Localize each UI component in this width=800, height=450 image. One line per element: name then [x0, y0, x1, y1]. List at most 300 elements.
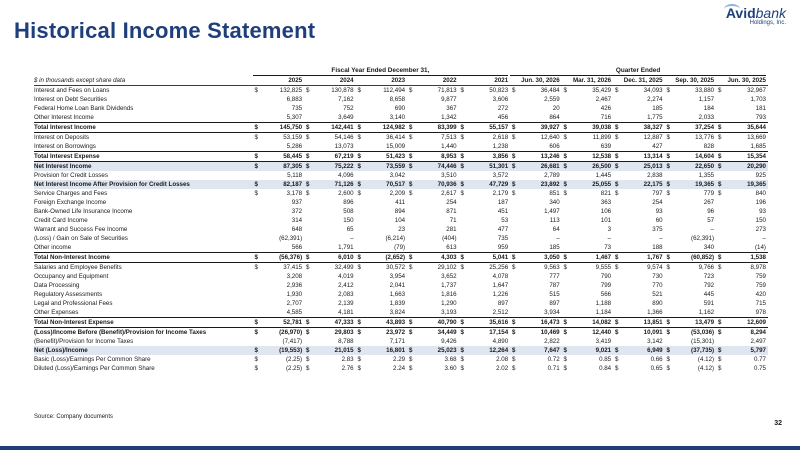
table-cell: 1,930	[286, 291, 303, 298]
currency-symbol: $	[563, 124, 567, 131]
table-cell: 3,954	[389, 273, 406, 280]
table-row	[34, 328, 768, 338]
table-cell: 4,303	[414, 253, 458, 263]
currency-symbol	[407, 272, 414, 281]
currency-symbol: $	[254, 347, 258, 354]
table-cell: 723	[703, 273, 715, 280]
row-label: Foreign Exchange Income	[34, 199, 107, 206]
table-cell: 1,290	[441, 300, 457, 307]
currency-symbol	[510, 142, 517, 152]
row-label: Total Interest Expense	[34, 152, 253, 162]
table-cell: 426	[600, 105, 612, 112]
logo-name-light: bank	[755, 5, 786, 21]
currency-symbol	[253, 95, 260, 104]
currency-symbol: $	[563, 319, 567, 326]
currency-symbol	[304, 337, 311, 346]
currency-symbol: $	[512, 181, 516, 188]
currency-symbol	[613, 299, 620, 308]
table-cell: 8,658	[389, 96, 406, 103]
currency-symbol	[510, 299, 517, 308]
currency-symbol	[304, 104, 311, 113]
currency-symbol	[510, 207, 517, 216]
row-label: (Loss)/Income Before (Benefit)/Provision for Income Taxes	[34, 329, 207, 336]
currency-symbol	[665, 225, 672, 234]
currency-symbol: $	[357, 134, 361, 141]
table-cell: 9,877	[441, 96, 457, 103]
table-cell: 32,967	[747, 87, 766, 94]
table-row	[34, 243, 768, 253]
table-cell: 1,839	[389, 300, 406, 307]
currency-symbol	[459, 216, 466, 225]
table-cell: –	[710, 226, 715, 233]
currency-symbol: $	[408, 134, 413, 141]
currency-symbol: $	[512, 319, 516, 326]
table-cell: 3,142	[647, 338, 663, 345]
currency-symbol: $	[512, 124, 516, 131]
currency-symbol	[304, 272, 311, 281]
table-cell: 787	[549, 282, 560, 289]
currency-symbol	[253, 308, 260, 318]
row-label: Net Interest Income After Provision for Credit Losses	[34, 180, 253, 189]
currency-symbol	[716, 207, 723, 216]
units-label: $ in thousands except share data	[34, 76, 253, 86]
table-cell: 19,365	[672, 180, 716, 189]
table-cell: 2,559	[544, 96, 560, 103]
company-logo	[726, 6, 786, 27]
table-cell: 340	[703, 244, 715, 251]
table-cell: 1,467	[569, 253, 613, 263]
currency-symbol: $	[717, 134, 722, 141]
currency-symbol	[407, 243, 414, 253]
currency-symbol	[665, 216, 672, 225]
table-cell: 3,856	[466, 152, 510, 162]
table-cell: 3,050	[518, 253, 562, 263]
table-cell: 35,616	[466, 318, 510, 328]
table-cell: 55,157	[466, 123, 510, 133]
currency-symbol	[613, 207, 620, 216]
table-cell: 1,538	[723, 253, 768, 263]
table-cell: 793	[755, 114, 766, 121]
currency-symbol	[510, 104, 517, 113]
table-cell: 4,890	[492, 338, 509, 345]
table-cell: 6,010	[311, 253, 355, 263]
table-cell: 2,822	[544, 338, 560, 345]
currency-symbol	[562, 171, 569, 180]
row-label: Interest and Fees on Loans	[34, 87, 110, 94]
currency-symbol: $	[717, 87, 722, 94]
table-cell: 690	[394, 105, 406, 112]
table-cell: (15,301)	[691, 338, 715, 345]
currency-symbol: $	[717, 153, 722, 160]
table-cell: 1,775	[647, 114, 663, 121]
table-cell: 106	[600, 208, 612, 215]
table-row	[34, 95, 768, 104]
currency-symbol: $	[460, 347, 464, 354]
currency-symbol	[459, 243, 466, 253]
currency-symbol: $	[563, 254, 567, 261]
table-cell: 890	[652, 300, 663, 307]
table-cell: 5,307	[286, 114, 303, 121]
currency-symbol	[356, 142, 363, 152]
column-header: Dec. 31, 2025	[613, 76, 664, 86]
table-cell: 2.08	[496, 356, 509, 363]
table-row	[34, 180, 768, 189]
table-cell: 145,750	[260, 123, 304, 133]
table-cell: 3,824	[389, 309, 406, 316]
currency-symbol: $	[460, 264, 464, 271]
table-cell: (53,036)	[691, 329, 715, 336]
table-cell: 894	[394, 208, 406, 215]
currency-symbol	[665, 207, 672, 216]
table-cell: 716	[600, 114, 612, 121]
currency-symbol	[459, 95, 466, 104]
table-row	[34, 290, 768, 299]
row-label: Interest on Debt Securities	[34, 96, 107, 103]
table-cell: 47,333	[311, 318, 355, 328]
currency-symbol	[716, 243, 723, 253]
currency-symbol	[665, 104, 672, 113]
table-row	[34, 308, 768, 318]
table-cell: 1,767	[620, 253, 664, 263]
currency-symbol	[665, 299, 672, 308]
table-cell: 759	[755, 282, 766, 289]
table-cell: 613	[446, 244, 457, 251]
table-cell: 12,887	[643, 134, 663, 141]
table-cell: 38,327	[620, 123, 664, 133]
table-cell: 9,021	[569, 346, 613, 355]
table-row	[34, 364, 768, 373]
table-cell: 67,219	[311, 152, 355, 162]
table-cell: 937	[291, 199, 303, 206]
table-cell: 3,419	[595, 338, 612, 345]
currency-symbol: $	[717, 124, 722, 131]
currency-symbol	[356, 299, 363, 308]
currency-symbol: $	[666, 264, 670, 271]
currency-symbol	[459, 207, 466, 216]
table-cell: 7,647	[518, 346, 562, 355]
currency-symbol	[253, 272, 260, 281]
table-cell: 25,256	[489, 264, 509, 271]
currency-symbol: $	[254, 153, 258, 160]
currency-symbol	[304, 207, 311, 216]
table-cell: 792	[703, 282, 715, 289]
table-cell: 43,893	[363, 318, 407, 328]
currency-symbol	[716, 225, 723, 234]
currency-symbol	[665, 308, 672, 318]
table-cell: 3,510	[441, 172, 457, 179]
currency-symbol: $	[306, 329, 310, 336]
table-cell: 7,513	[441, 134, 457, 141]
table-cell: 5,286	[286, 143, 303, 150]
currency-symbol: $	[306, 365, 310, 372]
currency-symbol	[716, 142, 723, 152]
table-cell: 2.24	[393, 365, 406, 372]
currency-symbol: $	[717, 356, 722, 363]
table-cell: 10,469	[540, 329, 560, 336]
table-cell: 14,604	[672, 152, 716, 162]
currency-symbol	[665, 281, 672, 290]
currency-symbol	[665, 95, 672, 104]
table-cell: (37,735)	[672, 346, 716, 355]
table-cell: 367	[446, 105, 457, 112]
table-cell: 12,609	[723, 318, 768, 328]
table-cell: 75,222	[311, 162, 355, 172]
currency-symbol: $	[254, 254, 258, 261]
table-cell: 53,159	[283, 134, 303, 141]
currency-symbol	[253, 299, 260, 308]
table-cell: 2.29	[393, 356, 406, 363]
currency-symbol: $	[408, 124, 413, 131]
currency-symbol	[253, 216, 260, 225]
currency-symbol: $	[512, 190, 516, 197]
currency-symbol	[562, 337, 569, 346]
currency-symbol: $	[460, 365, 464, 372]
table-cell: 897	[497, 300, 509, 307]
table-cell: 1,366	[647, 309, 663, 316]
currency-symbol	[716, 113, 723, 123]
table-cell: 101	[600, 217, 612, 224]
table-row	[34, 318, 768, 328]
table-cell: 3,208	[286, 273, 303, 280]
table-cell: 3,934	[544, 309, 560, 316]
row-label: Diluted (Loss)/Earnings Per Common Share	[34, 365, 155, 372]
table-cell: 566	[291, 244, 303, 251]
table-cell: 5,797	[723, 346, 768, 355]
table-cell: 445	[703, 291, 715, 298]
currency-symbol	[510, 198, 517, 207]
table-cell: 2.02	[496, 365, 509, 372]
table-cell: (4.12)	[697, 356, 715, 363]
currency-symbol	[407, 225, 414, 234]
table-cell: 71,126	[311, 180, 355, 189]
table-cell: 26,500	[569, 162, 613, 172]
row-label: Basic (Loss)/Earnings Per Common Share	[34, 356, 151, 363]
table-cell: 35,429	[592, 87, 612, 94]
currency-symbol: $	[306, 264, 310, 271]
table-cell: 20,290	[723, 162, 768, 172]
currency-symbol: $	[512, 134, 516, 141]
table-cell: 6,883	[286, 96, 303, 103]
currency-symbol	[562, 207, 569, 216]
currency-symbol	[510, 216, 517, 225]
table-cell: 11,899	[592, 134, 612, 141]
currency-symbol: $	[563, 365, 567, 372]
table-cell: 188	[652, 244, 663, 251]
currency-symbol: $	[615, 190, 619, 197]
row-label: Credit Card Income	[34, 217, 88, 224]
table-cell: 273	[755, 226, 766, 233]
currency-symbol	[459, 337, 466, 346]
table-cell: –	[659, 235, 663, 242]
currency-symbol	[716, 272, 723, 281]
currency-symbol	[510, 281, 517, 290]
row-label: Other income	[34, 244, 72, 251]
currency-symbol: $	[306, 190, 310, 197]
currency-symbol: $	[666, 254, 670, 261]
currency-symbol	[716, 308, 723, 318]
table-cell: 35,644	[723, 123, 768, 133]
table-cell: 2,412	[338, 282, 354, 289]
table-cell: 16,801	[363, 346, 407, 355]
currency-symbol: $	[408, 319, 413, 326]
currency-symbol	[613, 171, 620, 180]
currency-symbol: $	[717, 347, 722, 354]
currency-symbol	[459, 234, 466, 243]
currency-symbol	[459, 225, 466, 234]
table-cell: 314	[291, 217, 303, 224]
table-cell: 1,162	[698, 309, 715, 316]
table-cell: 3.60	[444, 365, 457, 372]
table-cell: 1,703	[750, 96, 766, 103]
table-cell: (56,376)	[260, 253, 304, 263]
currency-symbol: $	[563, 181, 567, 188]
table-cell: 864	[549, 114, 560, 121]
table-cell: 267	[703, 199, 715, 206]
currency-symbol	[304, 243, 311, 253]
currency-symbol	[665, 337, 672, 346]
currency-symbol	[356, 198, 363, 207]
currency-symbol: $	[666, 181, 670, 188]
table-cell: 871	[446, 208, 457, 215]
currency-symbol: $	[306, 356, 310, 363]
currency-symbol: $	[563, 163, 567, 170]
table-cell: 427	[652, 143, 663, 150]
currency-symbol: $	[254, 365, 258, 372]
currency-symbol: $	[460, 356, 464, 363]
currency-symbol	[407, 308, 414, 318]
table-cell: 113	[549, 217, 560, 224]
currency-symbol: $	[666, 134, 670, 141]
table-cell: 897	[549, 300, 560, 307]
currency-symbol: $	[717, 264, 722, 271]
table-cell: 4,096	[338, 172, 354, 179]
table-cell: 521	[652, 291, 663, 298]
table-cell: 1,238	[492, 143, 509, 150]
currency-symbol: $	[408, 153, 413, 160]
currency-symbol	[613, 95, 620, 104]
table-cell: –	[350, 235, 354, 242]
currency-symbol	[304, 198, 311, 207]
table-cell: 0.85	[599, 356, 612, 363]
currency-symbol	[510, 290, 517, 299]
currency-symbol: $	[254, 319, 258, 326]
table-cell: 1,342	[441, 114, 457, 121]
currency-symbol	[562, 104, 569, 113]
currency-symbol	[562, 225, 569, 234]
table-cell: 828	[703, 143, 715, 150]
table-cell: 36,484	[540, 87, 560, 94]
currency-symbol	[407, 281, 414, 290]
table-cell: 2,936	[286, 282, 303, 289]
table-cell: 60	[655, 217, 663, 224]
currency-symbol: $	[563, 347, 567, 354]
currency-symbol: $	[306, 319, 310, 326]
currency-symbol	[510, 243, 517, 253]
table-row	[34, 253, 768, 263]
currency-symbol	[356, 104, 363, 113]
logo-name-bold: Avid	[725, 5, 756, 21]
table-cell: 58,445	[260, 152, 304, 162]
table-cell: 65	[346, 226, 354, 233]
table-cell: 2,179	[492, 190, 509, 197]
table-cell: 4,019	[338, 273, 354, 280]
table-cell: (404)	[442, 235, 457, 242]
currency-symbol: $	[717, 365, 722, 372]
currency-symbol	[716, 290, 723, 299]
table-cell: 83,399	[414, 123, 458, 133]
table-row	[34, 225, 768, 234]
currency-symbol	[407, 299, 414, 308]
currency-symbol	[304, 234, 311, 243]
currency-symbol	[562, 308, 569, 318]
table-cell: 29,803	[334, 329, 354, 336]
table-cell: –	[556, 235, 560, 242]
currency-symbol: $	[512, 163, 516, 170]
currency-symbol: $	[357, 190, 361, 197]
currency-symbol	[304, 95, 311, 104]
table-cell: 52,781	[260, 318, 304, 328]
table-row	[34, 171, 768, 180]
table-cell: 57	[707, 217, 715, 224]
table-cell: 7,162	[338, 96, 354, 103]
currency-symbol	[356, 95, 363, 104]
table-cell: 2.76	[341, 365, 354, 372]
row-label: Net Interest Income	[34, 162, 253, 172]
currency-symbol: $	[357, 181, 361, 188]
currency-symbol: $	[615, 329, 619, 336]
footer-rule	[0, 446, 800, 450]
currency-symbol: $	[563, 87, 567, 94]
currency-symbol	[253, 290, 260, 299]
row-label: Federal Home Loan Bank Dividends	[34, 105, 134, 112]
currency-symbol: $	[460, 153, 464, 160]
currency-symbol	[356, 171, 363, 180]
currency-symbol	[665, 142, 672, 152]
table-cell: 648	[291, 226, 303, 233]
currency-symbol	[459, 113, 466, 123]
table-cell: 2,512	[492, 309, 509, 316]
currency-symbol	[304, 299, 311, 308]
table-cell: 21,015	[311, 346, 355, 355]
table-cell: 1,647	[492, 282, 509, 289]
currency-symbol	[562, 142, 569, 152]
currency-symbol: $	[666, 87, 670, 94]
table-cell: (62,391)	[691, 235, 715, 242]
table-cell: 896	[343, 199, 354, 206]
table-cell: 759	[755, 273, 766, 280]
table-cell: 36,414	[386, 134, 406, 141]
table-cell: 515	[549, 291, 560, 298]
currency-symbol: $	[666, 356, 670, 363]
table-row	[34, 272, 768, 281]
table-cell: 9,555	[595, 264, 612, 271]
table-row	[34, 142, 768, 152]
currency-symbol	[613, 272, 620, 281]
logo-arc-icon	[724, 4, 740, 14]
table-cell: 375	[652, 226, 663, 233]
table-cell: 851	[549, 190, 560, 197]
table-cell: –	[762, 235, 766, 242]
currency-symbol: $	[254, 124, 258, 131]
currency-symbol: $	[408, 365, 413, 372]
currency-symbol: $	[306, 163, 310, 170]
table-cell: 8,953	[414, 152, 458, 162]
currency-symbol	[253, 243, 260, 253]
currency-symbol: $	[717, 181, 722, 188]
table-cell: 0.77	[753, 356, 766, 363]
currency-symbol	[562, 299, 569, 308]
currency-symbol: $	[408, 190, 413, 197]
